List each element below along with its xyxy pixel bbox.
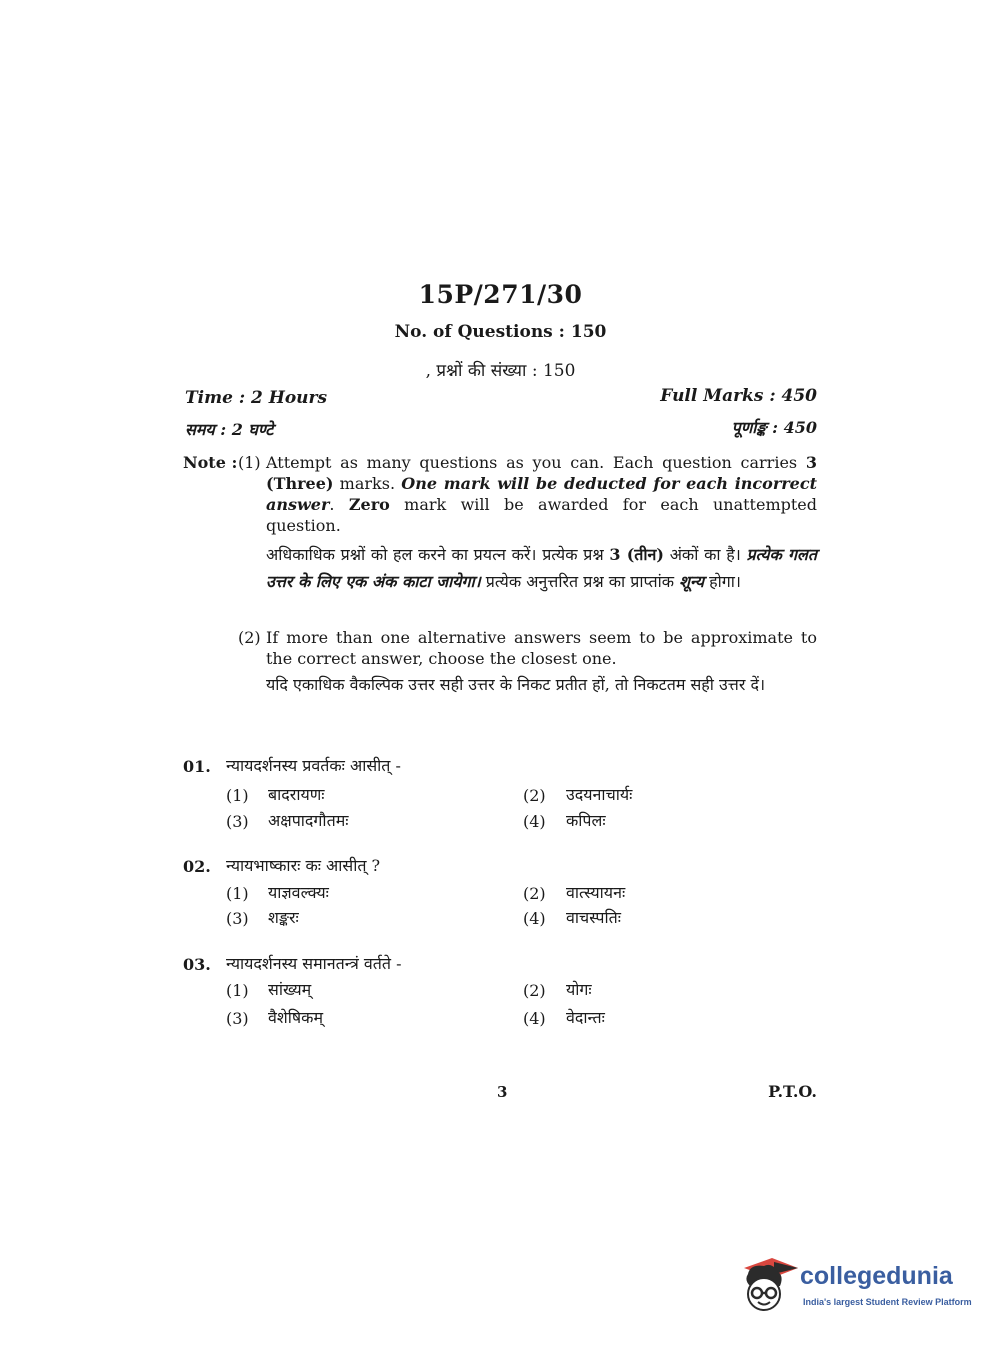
option-number: (4): [523, 909, 546, 928]
note-1-text-e: .: [329, 495, 349, 514]
note-1-hi-a: अधिकाधिक प्रश्नों को हल करने का प्रयत्न करें। प्रत्येक प्रश्न: [266, 545, 610, 564]
note-1-text-c: marks.: [333, 474, 402, 493]
option-number: (2): [523, 981, 546, 1000]
option-text: कपिलः: [566, 811, 606, 830]
option-text: वैशेषिकम्: [268, 1008, 324, 1027]
note-1-hi-g: होगा।: [703, 572, 741, 591]
note-1-english: [266, 452, 817, 536]
logo-tagline: India's largest Student Review Platform: [803, 1297, 972, 1307]
note-number-2: (2): [238, 628, 261, 647]
note-number-1: (1): [238, 453, 261, 472]
option-text: वात्स्यायनः: [566, 883, 626, 902]
note-2-english: If more than one alternative answers seem to be approximate to the correct answer, choose the closest one.: [266, 628, 817, 668]
option-text: योगः: [566, 980, 592, 999]
time-hi: समय : 2 घण्टे: [185, 420, 274, 439]
option-number: (2): [523, 884, 546, 903]
note-2-hindi: यदि एकाधिक वैकल्पिक उत्तर सही उत्तर के निकट प्रतीत हों, तो निकटतम सही उत्तर दें।: [266, 675, 766, 694]
option-text: अक्षपादगौतमः: [268, 811, 349, 830]
full-marks-hi: पूर्णाङ्क : 450: [731, 418, 817, 437]
full-marks-en: Full Marks : 450: [660, 386, 817, 406]
option-number: (4): [523, 812, 546, 831]
question-text: न्यायदर्शनस्य समानतन्त्रं वर्तते -: [226, 954, 402, 973]
question-text: न्यायदर्शनस्य प्रवर्तकः आसीत् -: [226, 756, 401, 775]
option-number: (3): [226, 909, 249, 928]
pto-label: P.T.O.: [768, 1082, 817, 1101]
time-en: Time : 2 Hours: [185, 388, 328, 408]
note-1-text-b: 3 (Three): [266, 453, 817, 493]
note-1-text-g: mark will be awarded for each unattempted question.: [266, 495, 818, 535]
option-number: (3): [226, 1009, 249, 1028]
note-1-hi-c: अंकों का है।: [663, 545, 747, 564]
question-text: न्यायभाष्कारः कः आसीत् ?: [226, 856, 381, 875]
option-number: (4): [523, 1009, 546, 1028]
paper-code: 15P/271/30: [418, 280, 583, 309]
note-label: Note :: [183, 453, 238, 472]
option-text: उदयनाचार्यः: [566, 785, 633, 804]
note-1-hi-f: शून्य: [679, 572, 704, 591]
option-text: बादरायणः: [268, 785, 325, 804]
question-number: 01.: [183, 757, 211, 776]
note-1-hi-e: प्रत्येक अनुत्तरित प्रश्न का प्राप्तांक: [480, 572, 680, 591]
note-1-text-d: One mark will be deducted for each incorrect answer: [266, 474, 817, 514]
question-number: 02.: [183, 857, 211, 876]
option-text: वेदान्तः: [566, 1008, 605, 1027]
option-text: वाचस्पतिः: [566, 908, 622, 927]
note-1-hi-b: 3 (तीन): [609, 545, 664, 564]
mascot-icon: [740, 1252, 800, 1316]
option-text: शङ्करः: [268, 908, 299, 927]
note-1-text-f: Zero: [348, 495, 390, 514]
question-number: 03.: [183, 955, 211, 974]
logo-wordmark: collegedunia: [800, 1262, 953, 1290]
option-text: याज्ञवल्क्यः: [268, 883, 329, 902]
option-number: (2): [523, 786, 546, 805]
option-number: (1): [226, 786, 249, 805]
option-number: (1): [226, 981, 249, 1000]
option-text: सांख्यम्: [268, 980, 312, 999]
num-questions-en: No. of Questions : 150: [394, 322, 607, 342]
option-number: (3): [226, 812, 249, 831]
page-number: 3: [497, 1083, 508, 1101]
note-1-hi-d: प्रत्येक गलत उत्तर के लिए एक अंक काटा जायेगा।: [266, 545, 817, 591]
num-questions-hi: , प्रश्नों की संख्या : 150: [425, 361, 576, 381]
option-number: (1): [226, 884, 249, 903]
note-1-text-a: Attempt as many questions as you can. Each question carries: [266, 453, 806, 472]
note-1-hindi: [266, 541, 817, 595]
